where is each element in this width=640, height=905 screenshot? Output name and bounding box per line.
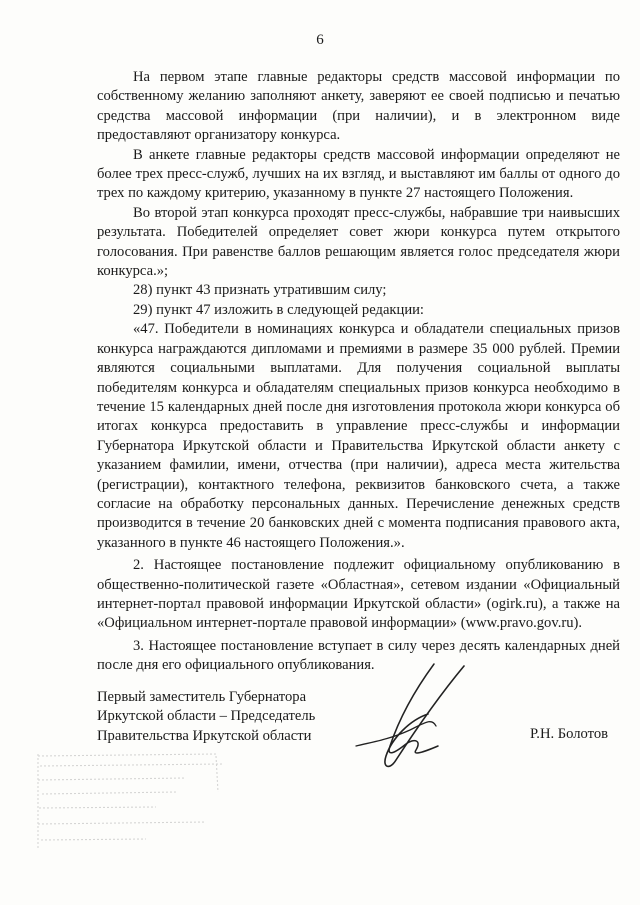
paragraph-clause-47: «47. Победители в номинациях конкурса и обладатели специальных призов конкурса награждаются дипломами и премиями в размере 35 000 рублей. Премии являются социальными выплатами. Для получения социальной выплаты победителям конкурса и обладателям специальных призов конкурса необходимо в течение 15 календарных дней после дня изготовления протокола жюри конкурса об итогах конкурса предоставить в управление пресс-службы и информации Губернатора Иркутской области и Правительства Иркутской области анкету с указанием фамилии, имени, отчества (при наличии), адреса места жительства (регистрации), контактного телефона, реквизитов банковского счета, а также согласие на обработку персональных данных. Перечисление денежных средств производится в течение 20 банковских дней с момента подписания правового акта, указанного в пункте 46 настоящего Положения.».: [97, 321, 620, 551]
signatory-name: Р.Н. Болотов: [530, 726, 609, 742]
signatory-title-line: Первый заместитель Губернатора: [97, 689, 307, 705]
signatory-title-line: Иркутской области – Председатель: [97, 708, 316, 725]
signatory-title-line: Правительства Иркутской области: [97, 727, 312, 744]
handwritten-signature: [352, 660, 482, 772]
faint-stamp-mark: [36, 752, 228, 852]
paragraph-item-29: 29) пункт 47 изложить в следующей редакции:: [133, 301, 424, 318]
paragraph-item-28: 28) пункт 43 признать утратившим силу;: [133, 282, 387, 299]
paragraph-publication: 2. Настоящее постановление подлежит официальному опубликованию в общественно-политической газете «Областная», сетевом издании «Официальный интернет-портал правовой информации Иркутской области» (ogirk.ru), а также на «Официальном интернет-портале правовой информации» (www.pravo.gov.ru).: [97, 557, 620, 632]
paragraph-stage-two: Во второй этап конкурса проходят пресс-службы, набравшие три наивысших результата. Победителей определяет совет жюри конкурса путем открытого голосования. При равенстве баллов решающим является голос председателя жюри конкурса.»;: [97, 204, 620, 280]
document-body: [97, 68, 620, 676]
page-number: 6: [316, 32, 324, 48]
paragraph-questionnaire: В анкете главные редакторы средств массовой информации определяют не более трех пресс-служб, лучших на их взгляд, и выставляют им баллы от одного до трех по каждому критерию, указанному в пункте 27 настоящего Положения.: [97, 146, 620, 202]
paragraph-effective-date: 3. Настоящее постановление вступает в силу через десять календарных дней после дня его официального опубликования.: [97, 637, 620, 674]
signatory-title: [97, 688, 315, 746]
paragraph-stage-one: На первом этапе главные редакторы средств массовой информации по собственному желанию заполняют анкету, заверяют ее своей подписью и печатью средства массовой информации (при наличии), и в электронном виде предоставляют организатору конкурса.: [97, 69, 620, 144]
